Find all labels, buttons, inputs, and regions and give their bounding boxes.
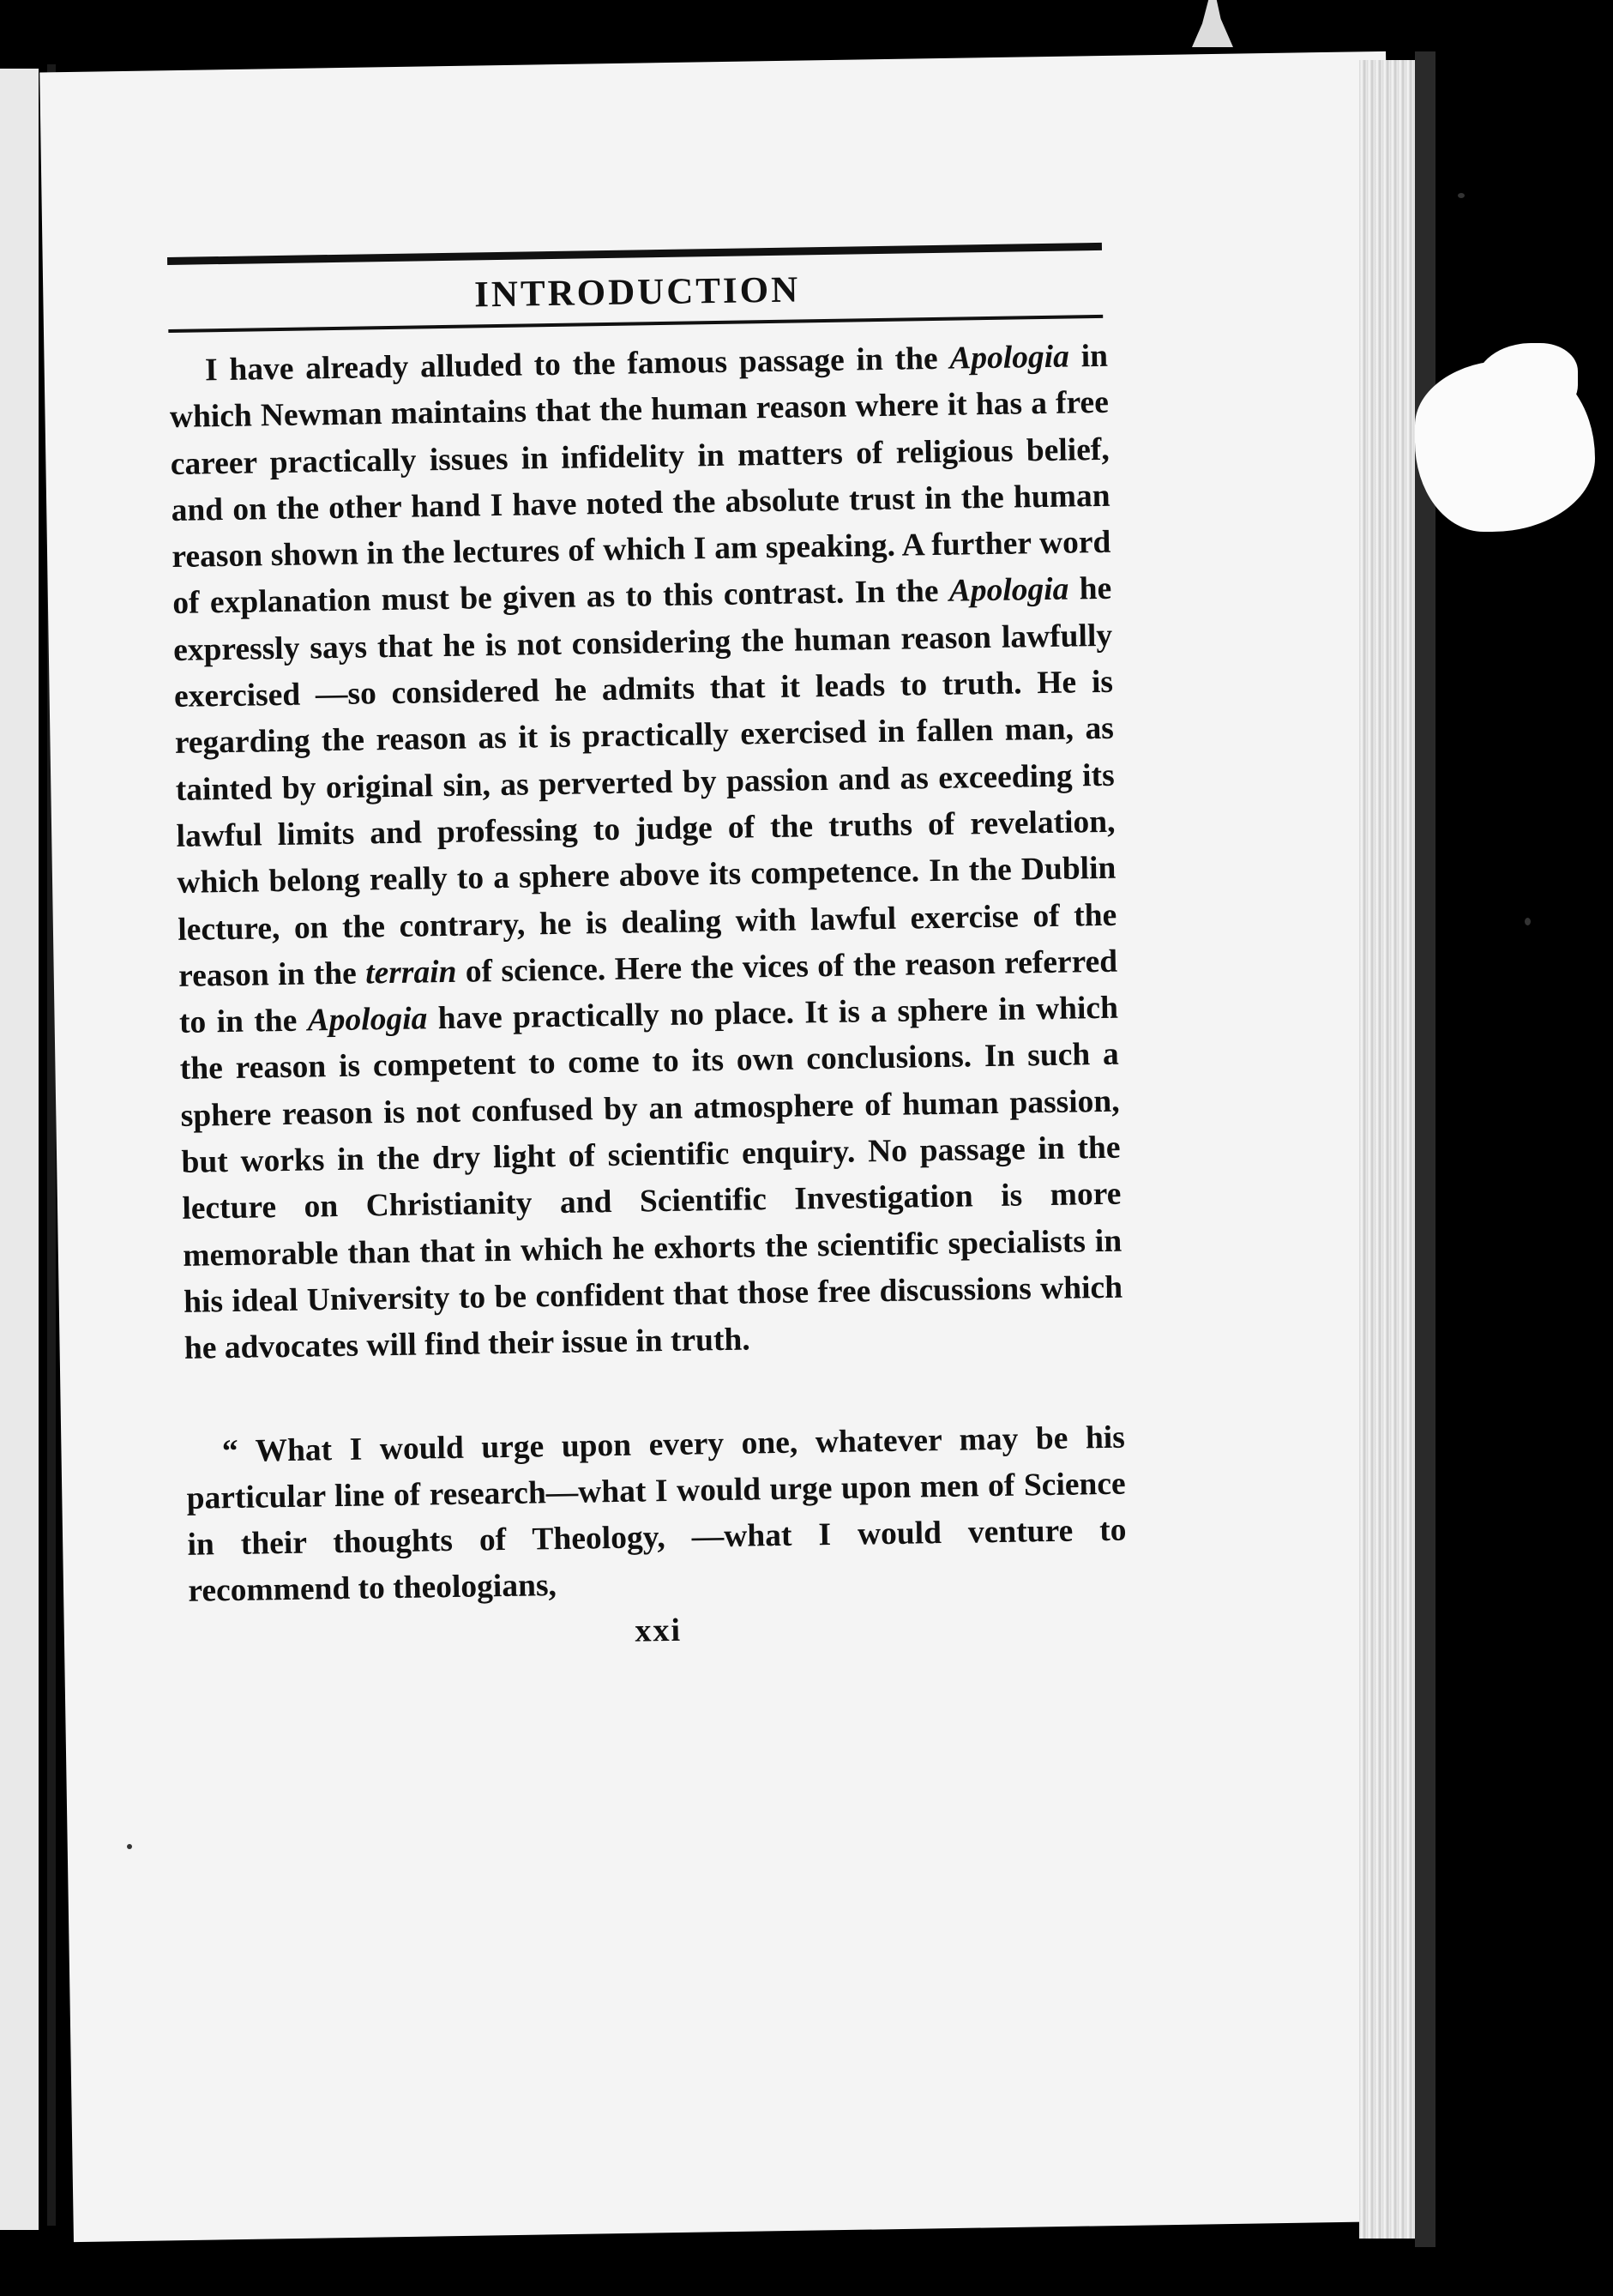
text-run: I have already alluded to the famous passage in the: [204, 340, 950, 389]
page-number: xxi: [635, 1612, 683, 1649]
italic-title: Apologia: [948, 339, 1070, 377]
block-quote: “ What I would urge upon every one, whatever may be his particular line of research—what I would urge upon men of Science in their thoughts of Theology, —what I would venture to recommend to theologians,: [186, 1419, 1127, 1610]
italic-title: Apologia: [307, 1001, 428, 1039]
text-run: have practically no place. It is a sphere in which the reason is competent to come to its own conclusions. In such a sphere reason is not confused by an atmosphere of human passion, but works in the dry light of scientific enquiry. No passage in the lecture on Christianity and Scientific Investigation is more memorable than that in which he exhorts the scientific specialists in his ideal University to be confident that those free discussions which he advocates will find their issue in truth.: [179, 990, 1123, 1367]
page-leaves-edge: [1359, 60, 1423, 2239]
paper-tear-fragment: [1475, 343, 1578, 420]
binding-mark: [1192, 0, 1233, 47]
italic-title: Apologia: [948, 572, 1069, 610]
text-run: in which Newman maintains that the human reason where it has a free career practically issues in infidelity in matters of religious belief, and on the other hand I have noted the absolute trust in the human reason shown in the lectures of which I am speaking. A further word of explanation must be given as to this contrast. In the: [169, 338, 1111, 622]
running-head: INTRODUCTION: [473, 269, 801, 316]
cover-edge: [1415, 51, 1435, 2247]
text-run: of science. Here the vices of the reason referred to in the: [178, 943, 1118, 1041]
facing-page-edge: [0, 69, 39, 2230]
page-content: [167, 243, 1128, 1657]
speck: [127, 1844, 132, 1849]
speck: [1458, 193, 1465, 198]
body-paragraph: [169, 334, 1124, 1373]
speck: [1525, 918, 1531, 925]
italic-title: terrain: [364, 954, 457, 991]
text-run: he expressly says that he is not considering the human reason lawfully exercised —so considered he admits that it leads to truth. He is regarding the reason as it is practically exercised in fallen man, as tainted by original sin, as perverted by passion and as exceeding its lawful limits and professing to judge of the truths of revelation, which belong really to a sphere above its competence. In the Dublin lecture, on the contrary, he is dealing with lawful exercise of the reason in the: [172, 571, 1117, 994]
